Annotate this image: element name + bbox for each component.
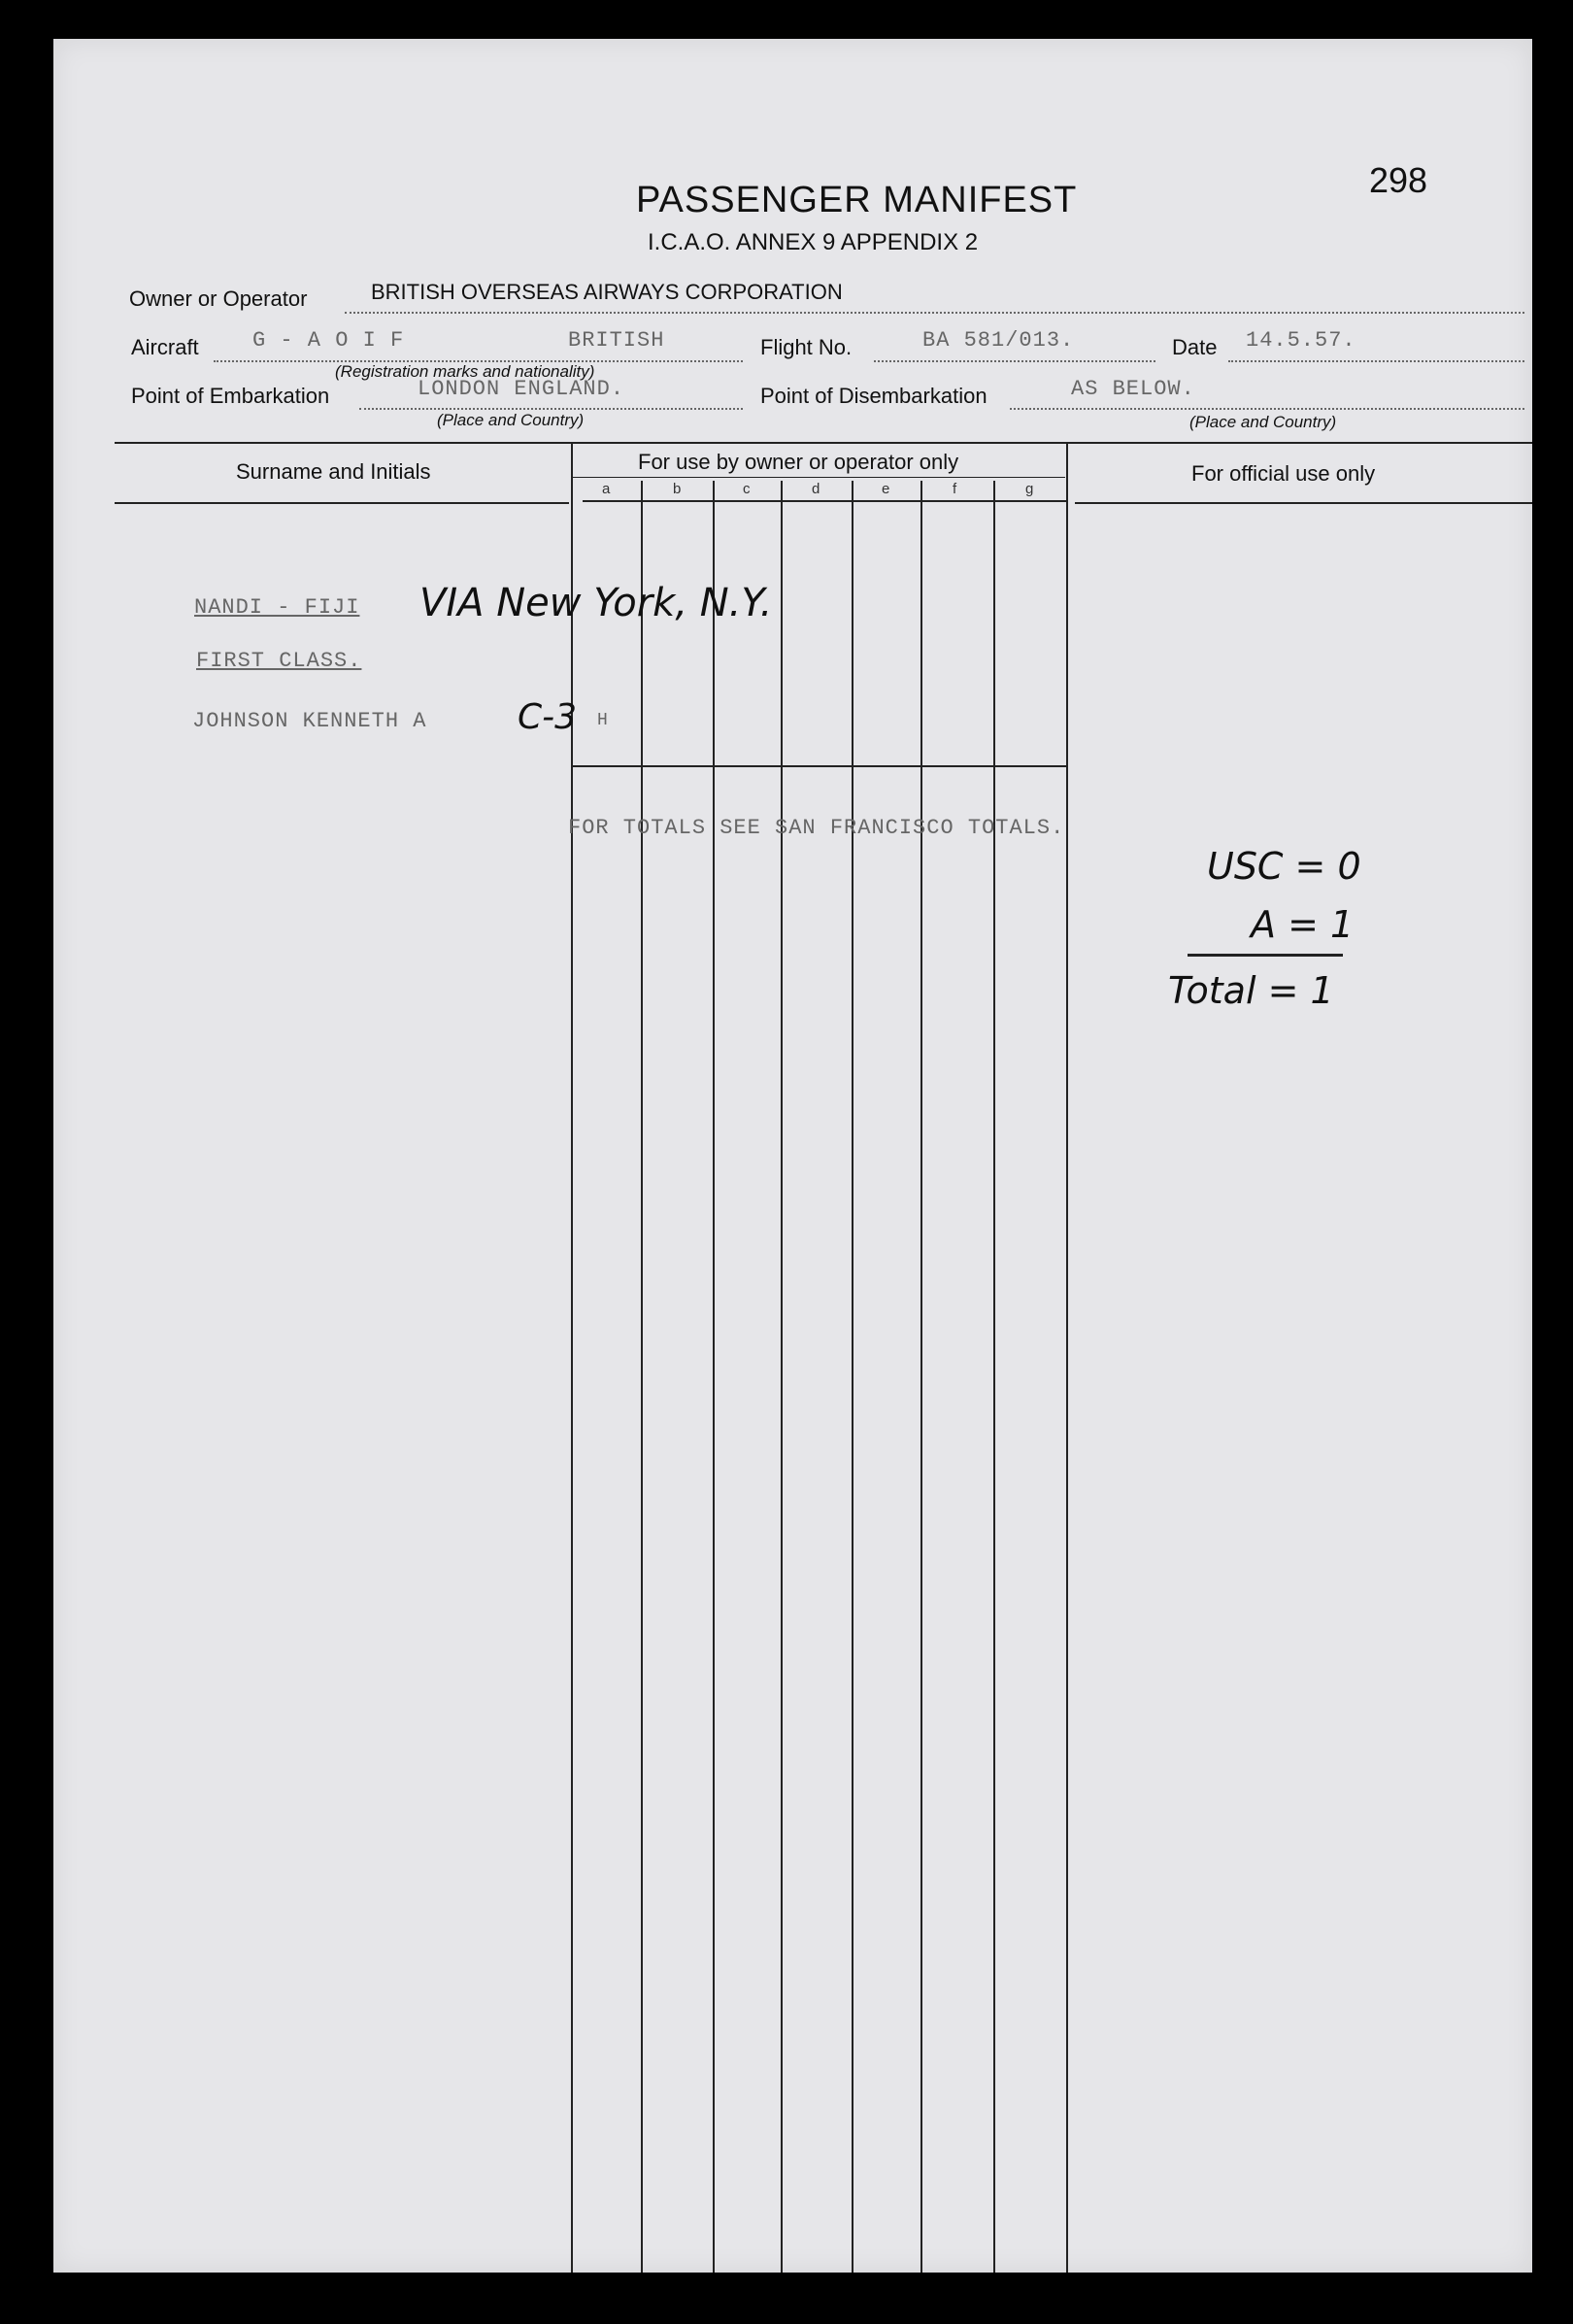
- table-header-rule-right: [1075, 502, 1532, 504]
- aircraft-label: Aircraft: [131, 335, 199, 359]
- disembarkation-note: (Place and Country): [1189, 413, 1337, 431]
- destination-handwritten: VIA New York, N.Y.: [419, 581, 773, 625]
- embarkation-label: Point of Embarkation: [131, 384, 330, 408]
- official-column-header: For official use only: [1191, 461, 1376, 486]
- owner-value: BRITISH OVERSEAS AIRWAYS CORPORATION: [371, 280, 843, 304]
- date-line: [1228, 360, 1524, 362]
- embarkation-note: (Place and Country): [437, 411, 585, 429]
- tally-rule: [1188, 954, 1343, 957]
- operator-column-header: For use by owner or operator only: [638, 450, 959, 474]
- grid-line-3: [713, 481, 715, 2273]
- flight-value: BA 581/013.: [922, 328, 1075, 353]
- date-label: Date: [1172, 335, 1218, 359]
- passenger-handwritten-code: C-3: [518, 697, 578, 737]
- subcolumn-header-a: a: [602, 481, 611, 497]
- subcolumn-header-c: c: [743, 481, 751, 497]
- passenger-suffix: H: [597, 711, 609, 730]
- grid-line-4: [781, 481, 783, 2273]
- disembarkation-value: AS BELOW.: [1071, 377, 1195, 401]
- passenger-name: JOHNSON KENNETH A: [192, 709, 427, 733]
- grid-line-6: [920, 481, 922, 2273]
- grid-line-2: [641, 481, 643, 2273]
- flight-label: Flight No.: [760, 335, 853, 359]
- aircraft-nationality: BRITISH: [568, 328, 665, 353]
- subcolumn-header-f: f: [953, 481, 957, 497]
- subcolumn-rule: [573, 477, 1065, 478]
- table-header-rule-left: [115, 502, 569, 504]
- grid-line-5: [852, 481, 853, 2273]
- tally-total: Total = 1: [1168, 969, 1334, 1012]
- subcolumn-header-g: g: [1025, 481, 1034, 497]
- form-subtitle: I.C.A.O. ANNEX 9 APPENDIX 2: [648, 229, 979, 255]
- table-header-rule-middle: [583, 500, 1068, 502]
- aircraft-value: G - A O I F: [252, 328, 405, 353]
- passenger-class: FIRST CLASS.: [196, 649, 362, 673]
- table-top-rule: [115, 442, 1532, 444]
- tally-a: A = 1: [1251, 903, 1355, 946]
- page-number: 298: [1369, 160, 1428, 200]
- manifest-page: [53, 39, 1532, 2273]
- grid-line-7: [993, 481, 995, 2273]
- registration-note: (Registration marks and nationality): [335, 362, 595, 381]
- flight-line: [874, 360, 1155, 362]
- totals-note: FOR TOTALS SEE SAN FRANCISCO TOTALS.: [568, 816, 1065, 840]
- destination-typed: NANDI - FIJI: [194, 595, 360, 620]
- embarkation-value: LONDON ENGLAND.: [418, 377, 625, 401]
- surname-column-header: Surname and Initials: [236, 459, 431, 484]
- form-title: PASSENGER MANIFEST: [636, 180, 1078, 220]
- disembarkation-line: [1010, 408, 1524, 410]
- disembarkation-label: Point of Disembarkation: [760, 384, 987, 408]
- subcolumn-header-e: e: [882, 481, 890, 497]
- grid-line-8: [1066, 442, 1068, 2273]
- subcolumn-header-d: d: [812, 481, 820, 497]
- date-value: 14.5.57.: [1246, 328, 1356, 353]
- tally-usc: USC = 0: [1207, 845, 1361, 888]
- owner-line: [345, 312, 1524, 314]
- owner-label: Owner or Operator: [129, 286, 308, 311]
- embarkation-line: [359, 408, 743, 410]
- subcolumn-header-b: b: [673, 481, 682, 497]
- entries-rule: [571, 765, 1068, 767]
